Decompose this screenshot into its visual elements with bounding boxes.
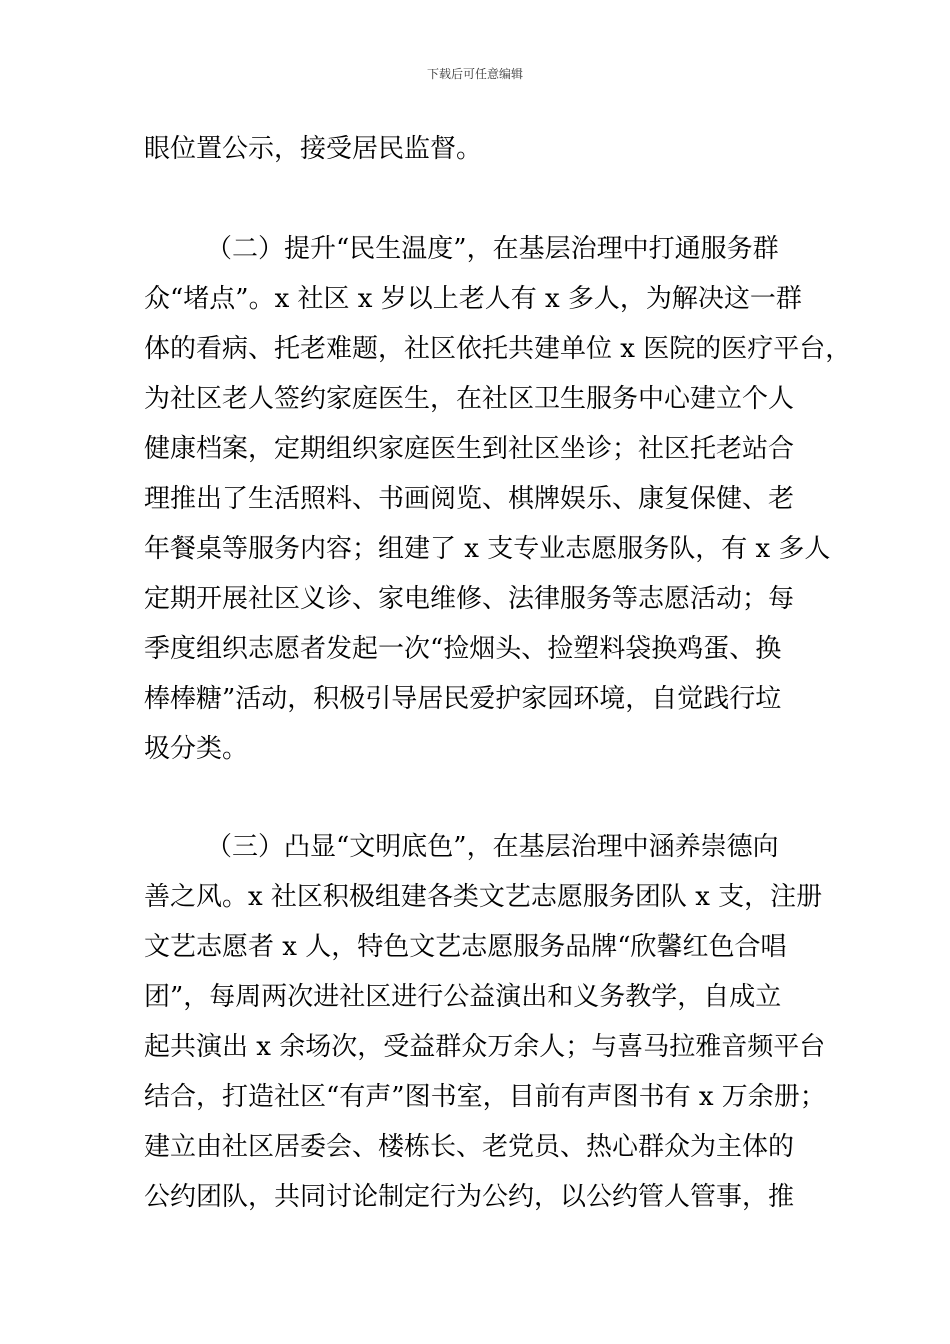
body-line: 为社区老人签约家庭医生，在社区卫生服务中心建立个人 [144, 384, 795, 414]
section-heading-line: （三）凸显“文明底色”，在基层治理中涵养崇德向 [206, 832, 779, 862]
body-line: 众“堵点”。x 社区 x 岁以上老人有 x 多人，为解决这一群 [144, 284, 802, 314]
body-line: 定期开展社区义诊、家电维修、法律服务等志愿活动；每 [144, 584, 795, 614]
body-line: 团”，每周两次进社区进行公益演出和义务教学，自成立 [144, 982, 782, 1012]
body-line: 季度组织志愿者发起一次“捡烟头、捡塑料袋换鸡蛋、换 [144, 634, 782, 664]
body-line: 棒棒糖”活动，积极引导居民爱护家园环境，自觉践行垃 [144, 684, 782, 714]
section-heading-line: （二）提升“民生温度”，在基层治理中打通服务群 [206, 234, 779, 264]
body-line: 年餐桌等服务内容；组建了 x 支专业志愿服务队，有 x 多人 [144, 534, 831, 564]
body-line: 眼位置公示，接受居民监督。 [144, 134, 483, 164]
body-line: 建立由社区居委会、楼栋长、老党员、热心群众为主体的 [144, 1132, 795, 1162]
body-line: 理推出了生活照料、书画阅览、棋牌娱乐、康复保健、老 [144, 484, 795, 514]
body-line: 圾分类。 [144, 734, 249, 764]
body-line: 起共演出 x 余场次，受益群众万余人；与喜马拉雅音频平台 [144, 1032, 826, 1062]
body-line: 文艺志愿者 x 人，特色文艺志愿服务品牌“欣馨红色合唱 [144, 932, 787, 962]
body-line: 公约团队，共同讨论制定行为公约，以公约管人管事，推 [144, 1182, 795, 1212]
page-header: 下载后可任意编辑 [426, 67, 523, 81]
body-line: 善之风。x 社区积极组建各类文艺志愿服务团队 x 支，注册 [144, 882, 823, 912]
body-line: 结合，打造社区“有声”图书室，目前有声图书有 x 万余册； [144, 1082, 826, 1112]
body-line: 健康档案，定期组织家庭医生到社区坐诊；社区托老站合 [144, 434, 795, 464]
body-line: 体的看病、托老难题，社区依托共建单位 x 医院的医疗平台， [144, 334, 852, 364]
